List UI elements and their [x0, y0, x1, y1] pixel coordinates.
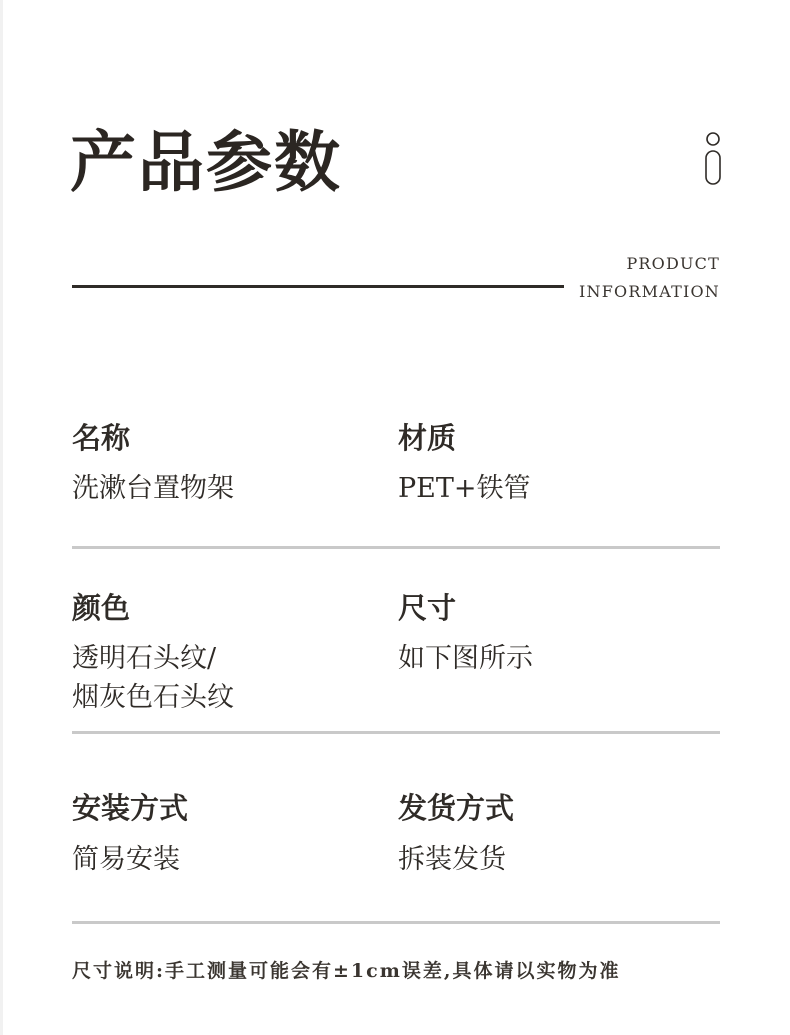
- row-divider-2: [72, 731, 720, 734]
- color-value-line1: 透明石头纹/: [72, 643, 217, 674]
- shipping-value: 拆装发货: [398, 844, 506, 875]
- left-edge-strip: [0, 0, 3, 1035]
- title-divider: [72, 285, 564, 288]
- page-title: 产品参数: [70, 123, 342, 201]
- subtitle-information: INFORMATION: [579, 282, 720, 301]
- subtitle-product: PRODUCT: [626, 254, 720, 273]
- english-subtitle: [579, 250, 720, 306]
- row-divider-1: [72, 546, 720, 549]
- material-value: PET+铁管: [398, 473, 531, 504]
- material-label: 材质: [398, 421, 457, 455]
- install-label: 安装方式: [72, 791, 189, 825]
- name-value: 洗漱台置物架: [72, 473, 234, 504]
- color-label: 颜色: [72, 591, 131, 625]
- install-value: 简易安装: [72, 844, 180, 875]
- size-label: 尺寸: [398, 591, 457, 625]
- size-disclaimer: 尺寸说明:手工测量可能会有±1cm误差,具体请以实物为准: [72, 960, 621, 982]
- shipping-label: 发货方式: [398, 791, 515, 825]
- color-value-line2: 烟灰色石头纹: [72, 682, 234, 713]
- row-divider-3: [72, 921, 720, 924]
- name-label: 名称: [72, 421, 131, 455]
- size-value: 如下图所示: [398, 643, 533, 674]
- info-icon: [703, 131, 723, 187]
